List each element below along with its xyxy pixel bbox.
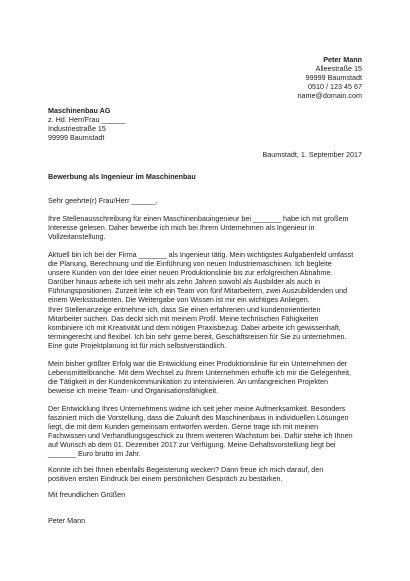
paragraph-line: Konnte ich bei Ihnen ebenfalls Begeisterung wecken? Dann freue ich mich darauf, den (48, 465, 324, 474)
letter-date: Baumstadt, 1. September 2017 (262, 150, 362, 159)
paragraph-line: _______ Euro brutto im Jahr. (48, 449, 141, 459)
paragraph-line: termingerecht und flexibel. Ich bin sehr gerne bereit, Geschäftsreisen für Sie zu unternehmen. (48, 331, 347, 341)
paragraph-line: kombiniere ich mit Kreativität und dem nötigen Praxisbezug. Dabei arbeite ich gewissenhaft, (48, 322, 341, 332)
body-paragraph-1 (48, 214, 378, 241)
paragraph-line: Mitarbeiter suchen. Das deckt sich mit meinem Profil. Meine technischen Fähigkeiten (48, 313, 319, 323)
body-paragraph-5 (48, 465, 378, 483)
sender-city: 99999 Baumstadt (305, 73, 362, 82)
recipient-attn: z. Hd. Herr/Frau ______ (48, 115, 126, 124)
paragraph-line: Darüber hinaus arbeite ich seit mehr als zehn Jahren sowohl als Ausbilder als auch in (48, 277, 321, 287)
letter-subject: Bewerbung als Ingenieur im Maschinenbau (48, 172, 196, 181)
paragraph-line: fasziniert mich die Vorstellung, dass die Zukunft des Maschinenbaus in individuellen Lösungen (48, 413, 349, 423)
paragraph-line: Ihre Stellenausschreibung für einen Maschinenbauingenieur bei _______ habe ich mit großem (48, 214, 349, 223)
sender-street: Alleestraße 15 (315, 64, 362, 73)
paragraph-line: die Tätigkeit in der Kundenkommunikation zu intensivieren. An umfangreichen Projekten (48, 377, 328, 387)
paragraph-line: positiven ersten Eindruck bei einem persönlichen Gespräch zu bestärken. (48, 474, 283, 484)
body-paragraph-3 (48, 359, 378, 395)
paragraph-line: Interesse gelesen. Daher bewerbe ich mich bei Ihrem Unternehmen als Ingenieur in (48, 223, 315, 233)
paragraph-line: die Planung, Berechnung und die Einführung von neuen Industriemaschinen. Ich begleite (48, 259, 332, 269)
body-paragraph-2 (48, 250, 378, 350)
recipient-company: Maschinenbau AG (48, 106, 111, 115)
paragraph-line: Eine gute Projektplanung ist für mich selbstverständlich. (48, 340, 227, 350)
signature-name: Peter Mann (48, 516, 86, 525)
recipient-city: 99999 Baumstadt (48, 133, 105, 142)
salutation: Sehr geehrte(r) Frau/Herr ______, (48, 196, 158, 205)
recipient-street: Industriestraße 15 (48, 124, 106, 133)
paragraph-line: unsere Kunden von der Idee einer neuen Produktionslinie bis zur erfolgreichen Abnahme. (48, 268, 333, 278)
paragraph-line: Lebensmittelbranche. Mit dem Wechsel zu Ihrem Unternehmen erhoffe ich mir die Gelegenheit, (48, 368, 351, 378)
paragraph-line: Vollzeitanstellung. (48, 232, 106, 242)
paragraph-line: Aktuell bin ich bei der Firma _______ als Ingenieur tätig. Mein wichtigstes Aufgabenfeld umfasst (48, 250, 354, 259)
paragraph-line: beweise ich meine Team- und Organisationsfähigkeit. (48, 386, 219, 396)
sender-phone: 0510 / 123 45 67 (308, 82, 362, 91)
paragraph-line: liegt, die mit dem Kunden gemeinsam entworfen werden. Gerne trage ich mit meinen (48, 422, 319, 432)
sender-name: Peter Mann (323, 55, 362, 64)
closing-formula: Mit freundlichen Grüßen (48, 490, 126, 499)
paragraph-line: Ihrer Stellenanzeige entnehme ich, dass Sie einen erfahrenen und kundenorientierten (48, 304, 321, 314)
paragraph-line: Der Entwicklung Ihres Unternehmens widme ich seit jeher meine Aufmerksamkeit. Besonders (48, 404, 346, 413)
paragraph-line: Mein bisher größter Erfolg war die Entwicklung einer Produktionslinie für ein Unternehmen der (48, 359, 348, 368)
sender-email: name@domain.com (297, 91, 362, 100)
paragraph-line: Führungspositionen. Zurzeit leite ich ein Team von fünf Mitarbeitern, zwei Auszubildenden und (48, 286, 348, 296)
body-paragraph-4 (48, 404, 378, 459)
paragraph-line: auf Wunsch ab dem 01. Dezember 2017 zur Verfügung. Meine Gehaltsvorstellung liegt bei (48, 440, 336, 450)
paragraph-line: Fachwissen und Verhandlungsgeschick zu Ihrem weiteren Wachstum bei. Dafür stehe ich Ihnen (48, 431, 353, 441)
paragraph-line: einem Werksstudenten. Die Weitergabe von Wissen ist mir ein wichtiges Anliegen. (48, 295, 310, 305)
